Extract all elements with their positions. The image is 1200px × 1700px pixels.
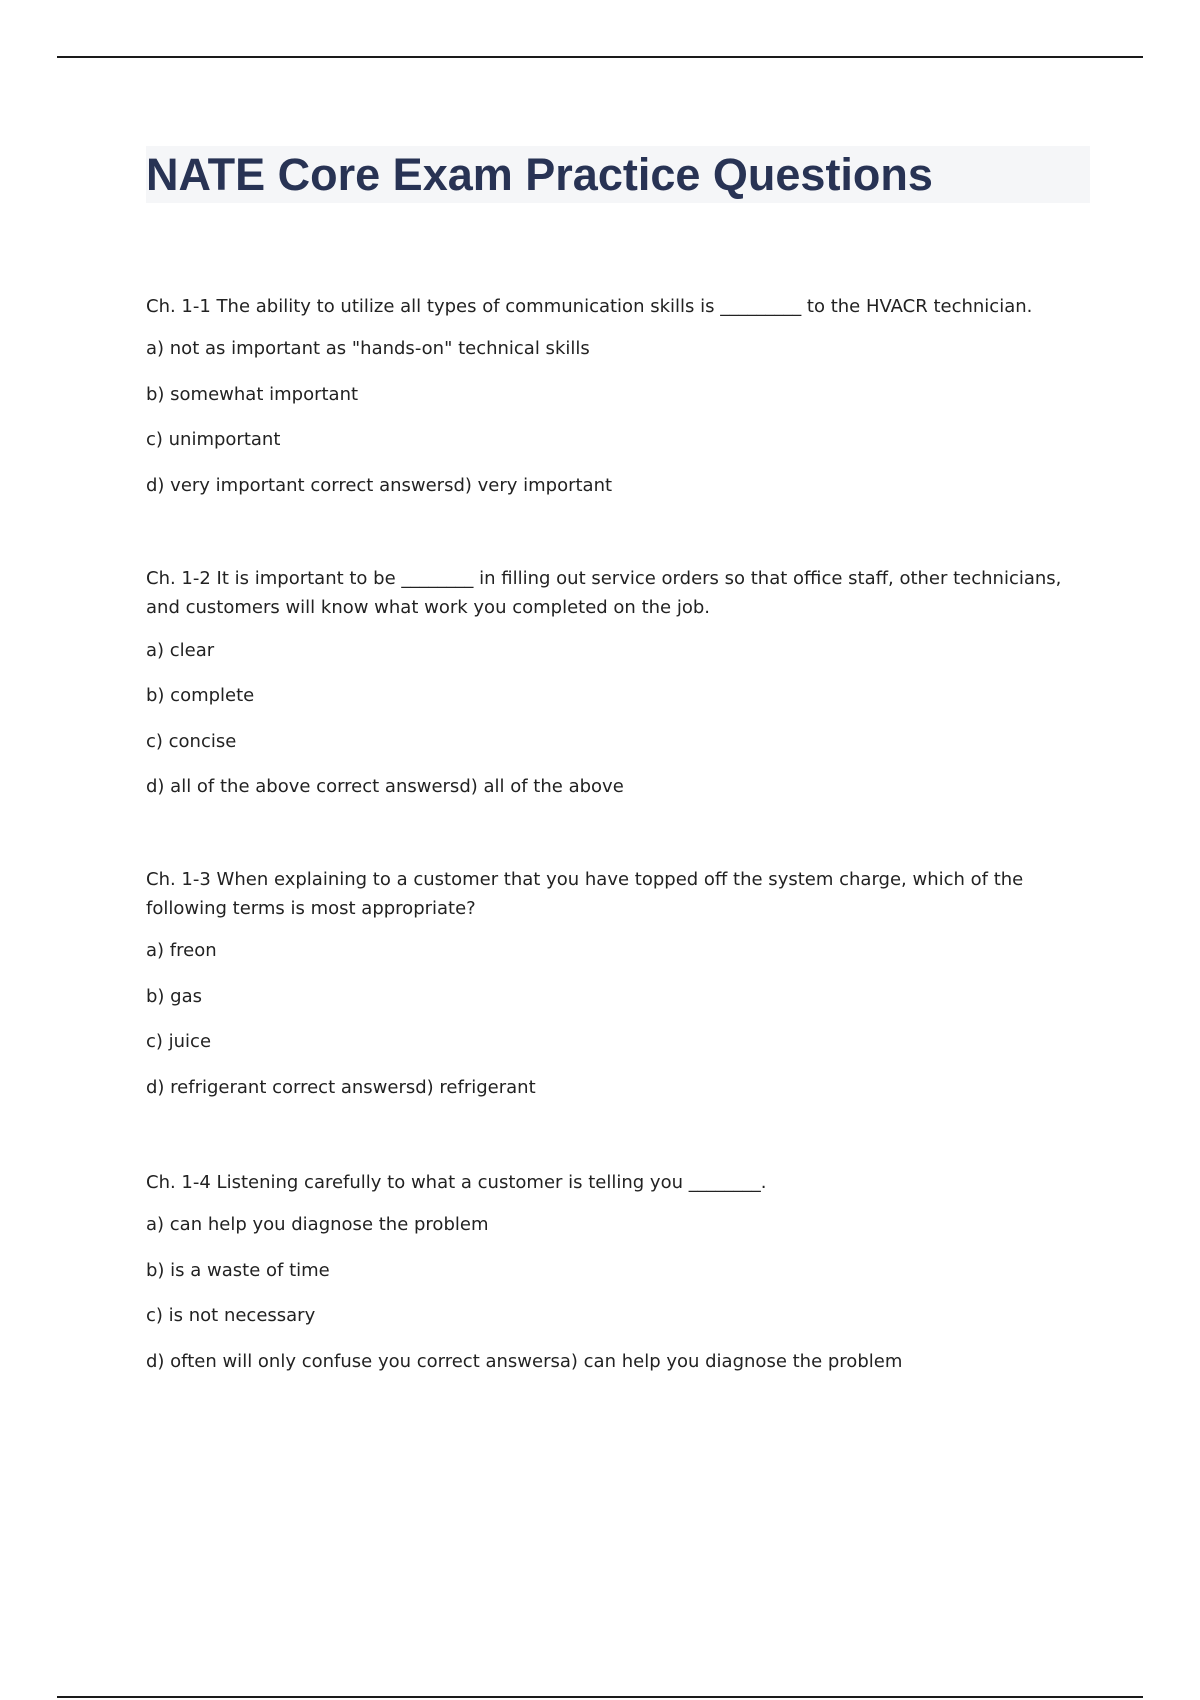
question-block-2 [146,564,1090,799]
question-text: Ch. 1-2 It is important to be ________ in filling out service orders so that office staff, other technicians, and customers will know what work you completed on the job. [146,568,1062,618]
question-text: Ch. 1-3 When explaining to a customer that you have topped off the system charge, which of the following terms is most appropriate? [146,869,1024,919]
answer-option: b) gas [146,986,203,1007]
answer-option: b) is a waste of time [146,1260,330,1281]
question-block-1 [146,292,1090,498]
question-block-4 [146,1168,1090,1374]
answer-option: c) is not necessary [146,1305,316,1326]
question-text: Ch. 1-4 Listening carefully to what a customer is telling you ________. [146,1172,767,1193]
answer-option: a) not as important as "hands-on" technical skills [146,338,590,359]
question-block-3 [146,865,1090,1100]
answer-option: d) often will only confuse you correct answersa) can help you diagnose the problem [146,1351,903,1372]
answer-option: d) all of the above correct answersd) all of the above [146,776,624,797]
top-rule [57,56,1143,58]
answer-option: a) can help you diagnose the problem [146,1214,489,1235]
question-text: Ch. 1-1 The ability to utilize all types of communication skills is _________ to the HVACR technician. [146,296,1033,317]
answer-option: a) freon [146,940,217,961]
answer-option: a) clear [146,640,215,661]
answer-option: c) unimportant [146,429,281,450]
bottom-rule [57,1696,1143,1698]
answer-option: d) refrigerant correct answersd) refrigerant [146,1077,536,1098]
answer-option: c) concise [146,731,237,752]
answer-option: b) complete [146,685,255,706]
document-title: NATE Core Exam Practice Questions [146,149,933,200]
answer-option: b) somewhat important [146,384,359,405]
answer-option: c) juice [146,1031,212,1052]
answer-option: d) very important correct answersd) very important [146,475,613,496]
